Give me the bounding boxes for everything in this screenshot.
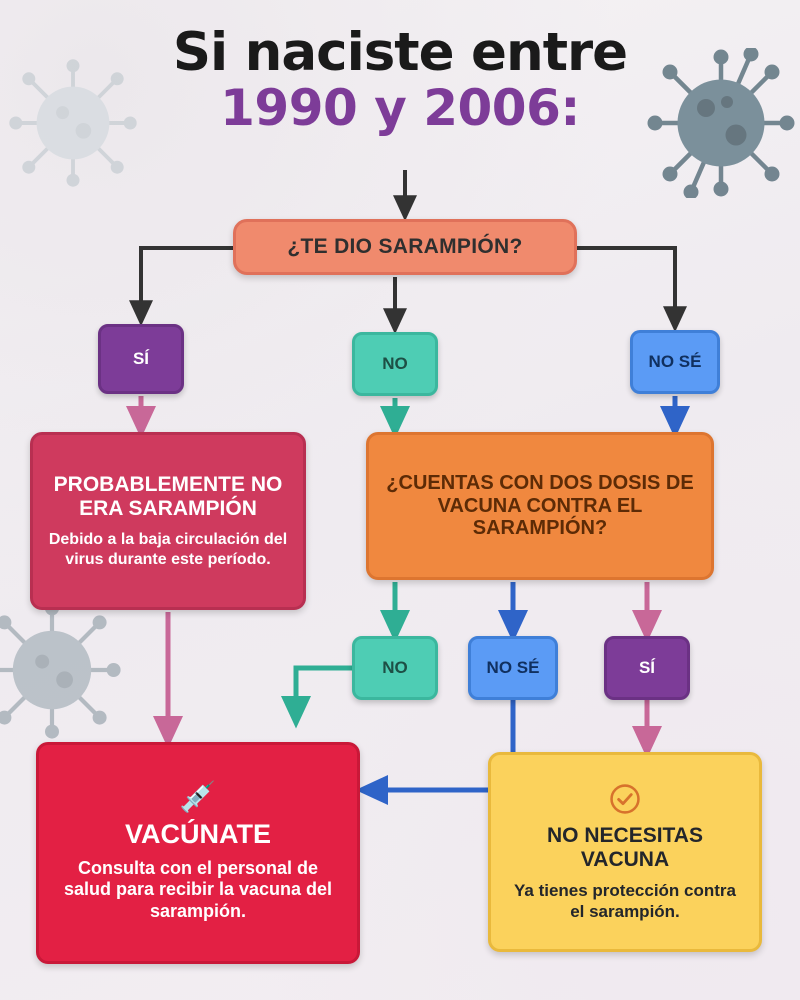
result-node-probablemente-no-era-sarampion[interactable]: [30, 432, 306, 610]
virus-particle-icon: [0, 600, 122, 740]
result-title: NO NECESITAS VACUNA: [547, 824, 703, 871]
q2-text: ¿CUENTAS CON DOS DOSIS DE VACUNA CONTRA EL SARAMPIÓN?: [386, 472, 694, 540]
option-si-question2[interactable]: [604, 636, 690, 700]
question-node-dos-dosis-vacuna[interactable]: [366, 432, 714, 580]
question-node-te-dio-sarampion[interactable]: [233, 219, 577, 275]
result-body: Debido a la baja circulación del virus durante este período.: [48, 531, 288, 568]
option-label: NO: [382, 354, 408, 373]
title-line-2: 1990 y 2006:: [220, 79, 580, 138]
option-no-se-question2[interactable]: [468, 636, 558, 700]
option-label: SÍ: [132, 349, 150, 368]
q1-text: ¿TE DIO SARAMPIÓN?: [287, 235, 523, 259]
syringe-icon: 💉: [179, 781, 217, 815]
option-no-question1[interactable]: [352, 332, 438, 396]
option-no-se-question1[interactable]: [630, 330, 720, 394]
check-circle-icon: [608, 782, 642, 816]
title-line-1: Si naciste entre: [172, 22, 628, 83]
option-label: SÍ: [638, 658, 656, 677]
option-no-question2[interactable]: [352, 636, 438, 700]
option-label: NO SÉ: [648, 352, 702, 371]
option-label: NO: [382, 658, 408, 677]
result-body: Ya tienes protección contra el sarampión.: [513, 881, 736, 921]
page-title: [0, 22, 800, 138]
result-node-no-necesitas-vacuna[interactable]: [488, 752, 762, 952]
option-label: NO SÉ: [486, 658, 540, 677]
result-body: Consulta con el personal de salud para recibir la vacuna del sarampión.: [63, 857, 333, 921]
result-node-vacunate[interactable]: [36, 742, 360, 964]
result-title: VACÚNATE: [125, 819, 271, 850]
option-si-question1[interactable]: [98, 324, 184, 394]
result-title: PROBABLEMENTE NO ERA SARAMPIÓN: [53, 473, 283, 520]
